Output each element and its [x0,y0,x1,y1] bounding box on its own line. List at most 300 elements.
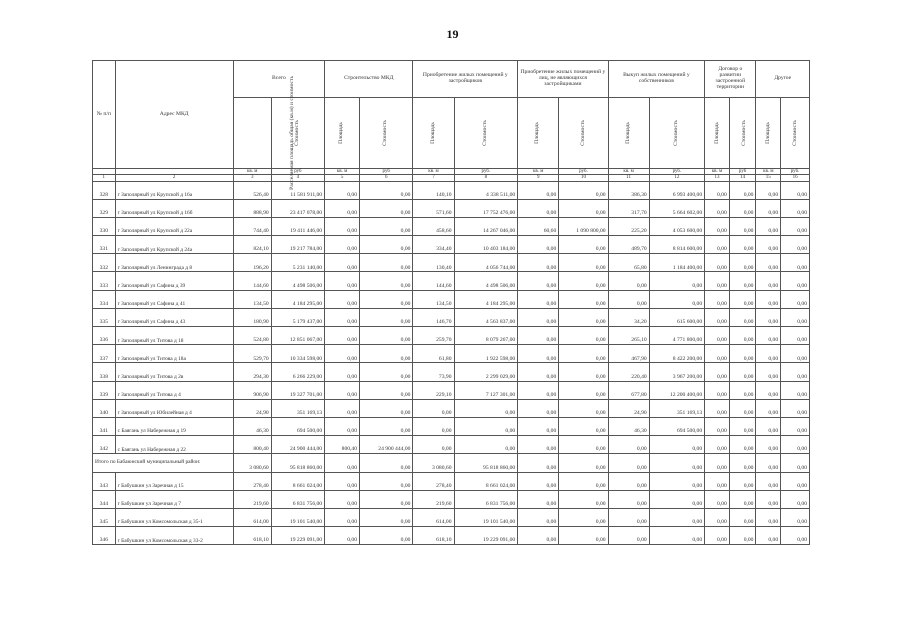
row-address: г Заполярный ул Ленинграда д 8 [115,254,233,272]
unit-cell: кв. м [756,169,781,175]
value-cell: 278,40 [413,472,454,490]
group-header-construction: Строительство МКД [325,61,413,98]
value-cell: 46,30 [233,417,271,435]
subheader-label: Стоимость [579,120,586,146]
value-cell: 0,00 [729,363,756,381]
value-cell: 0,00 [454,436,518,454]
row-number: 346 [93,527,116,545]
value-cell: 19 217 784,00 [271,236,324,254]
value-cell: 0,00 [325,417,360,435]
value-cell: 351 169,13 [271,399,324,417]
group-header-purchase-developers: Приобретение жилых помещений у застройщиков [413,61,518,98]
value-cell: 0,00 [729,417,756,435]
row-address: г Заполярный ул Титова д 18а [115,345,233,363]
row-number: 336 [93,327,116,345]
value-cell: 19 229 091,00 [271,527,324,545]
value-cell: 0,00 [518,381,559,399]
value-cell: 0,00 [649,472,704,490]
row-number: 334 [93,290,116,308]
value-cell: 0,00 [559,363,608,381]
value-cell: 0,00 [649,436,704,454]
unit-cell: руб [360,169,413,175]
value-cell: 0,00 [705,417,730,435]
value-cell: 618,10 [233,527,271,545]
value-cell: 265,10 [608,327,649,345]
value-cell: 0,00 [781,363,810,381]
value-cell: 0,00 [413,436,454,454]
value-cell: 24,90 [233,399,271,417]
value-cell: 24,90 [608,399,649,417]
value-cell: 524,80 [233,327,271,345]
value-cell: 0,00 [360,490,413,508]
value-cell: 0,00 [518,472,559,490]
value-cell: 614,00 [413,508,454,526]
value-cell: 0,00 [559,436,608,454]
value-cell: 0,00 [756,345,781,363]
value-cell: 0,00 [559,454,608,472]
group-header-total: Всего [233,61,324,98]
subheader-col-8 [454,98,518,169]
value-cell: 0,00 [729,527,756,545]
value-cell: 0,00 [559,236,608,254]
subheader-label: Стоимость [293,120,300,146]
value-cell: 0,00 [360,272,413,290]
table-row [93,199,810,217]
value-cell: 8 814 600,00 [649,236,704,254]
value-cell: 0,00 [518,454,559,472]
value-cell: 888,90 [233,199,271,217]
subheader-label: Площадь [714,122,721,144]
value-cell: 278,40 [233,472,271,490]
unit-cell: кв. м [518,169,559,175]
value-cell: 0,00 [608,272,649,290]
value-cell: 134,50 [413,290,454,308]
value-cell: 0,00 [559,527,608,545]
subheader-col-10 [559,98,608,169]
row-number: 342 [93,436,116,454]
value-cell: 0,00 [705,508,730,526]
column-number: 11 [608,175,649,181]
value-cell: 0,00 [781,290,810,308]
value-cell: 0,00 [360,399,413,417]
value-cell: 95 818 860,00 [454,454,518,472]
value-cell: 4 184 295,00 [271,290,324,308]
value-cell: 0,00 [325,290,360,308]
row-number: 343 [93,472,116,490]
value-cell: 824,10 [233,236,271,254]
value-cell: 46,30 [608,417,649,435]
value-cell: 0,00 [559,327,608,345]
value-cell: 1 090 800,00 [559,217,608,235]
row-address: г Заполярный ул Крупской д 16б [115,199,233,217]
value-cell: 0,00 [729,254,756,272]
value-cell: 24 900 444,00 [271,436,324,454]
row-number: 331 [93,236,116,254]
value-cell: 0,00 [608,290,649,308]
table-row [93,236,810,254]
value-cell: 8 422 200,00 [649,345,704,363]
value-cell: 219,60 [413,490,454,508]
column-number: 12 [649,175,704,181]
column-number: 16 [781,175,810,181]
value-cell: 0,00 [413,399,454,417]
value-cell: 0,00 [325,254,360,272]
value-cell: 0,00 [559,199,608,217]
value-cell: 0,00 [705,381,730,399]
value-cell: 0,00 [705,217,730,235]
row-number: 337 [93,345,116,363]
value-cell: 0,00 [756,236,781,254]
unit-cell: кв. м [608,169,649,175]
value-cell: 8 661 024,00 [271,472,324,490]
value-cell: 0,00 [518,327,559,345]
value-cell: 144,60 [233,272,271,290]
value-cell: 0,00 [705,490,730,508]
unit-cell: руб [729,169,756,175]
value-cell: 0,00 [360,290,413,308]
value-cell: 19 101 540,00 [271,508,324,526]
subheader-col-15 [756,98,781,169]
value-cell: 0,00 [756,272,781,290]
column-number: 6 [360,175,413,181]
subheader-col-6 [360,98,413,169]
value-cell: 0,00 [729,472,756,490]
value-cell: 0,00 [705,363,730,381]
value-cell: 0,00 [756,290,781,308]
table-row [93,472,810,490]
value-cell: 0,00 [518,254,559,272]
value-cell: 386,30 [608,181,649,199]
value-cell: 0,00 [705,327,730,345]
value-cell: 294,30 [233,363,271,381]
value-cell: 0,00 [360,327,413,345]
value-cell: 489,70 [608,236,649,254]
value-cell: 229,10 [413,381,454,399]
value-cell: 0,00 [325,236,360,254]
row-address: г Бабушкин ул Комсомольская д 35-1 [115,508,233,526]
value-cell: 0,00 [756,199,781,217]
value-cell: 0,00 [756,490,781,508]
subheader-label: Стоимость [382,120,389,146]
value-cell: 0,00 [360,181,413,199]
value-cell: 17 752 476,00 [454,199,518,217]
subheader-label: Площадь [624,122,631,144]
value-cell: 12 200 400,00 [649,381,704,399]
value-cell: 144,60 [413,272,454,290]
subheader-col-7 [413,98,454,169]
value-cell: 0,00 [756,417,781,435]
row-number: 338 [93,363,116,381]
value-cell: 0,00 [756,217,781,235]
value-cell: 0,00 [325,272,360,290]
unit-cell: кв. м [413,169,454,175]
column-number: 8 [454,175,518,181]
value-cell: 0,00 [325,490,360,508]
value-cell: 0,00 [781,272,810,290]
value-cell: 196,20 [233,254,271,272]
value-cell: 4 563 837,00 [454,308,518,326]
subheader-label: Стоимость [672,120,679,146]
value-cell: 0,00 [729,399,756,417]
value-cell: 0,00 [360,454,413,472]
group-header-purchase-non-developers: Приобретение жилых помещений у лиц, не являющихся застройщиками [518,61,608,98]
value-cell: 6 993 400,00 [649,181,704,199]
group-header-other: Другое [756,61,810,98]
column-number: 1 [93,175,116,181]
table-total-row [93,454,810,472]
row-address: г Заполярный ул Сафина д 39 [115,272,233,290]
value-cell: 0,00 [705,199,730,217]
value-cell: 694 500,00 [271,417,324,435]
value-cell: 0,00 [705,472,730,490]
table-row [93,181,810,199]
value-cell: 0,00 [559,399,608,417]
table-row [93,436,810,454]
value-cell: 0,00 [360,363,413,381]
unit-cell: кв. м [233,169,271,175]
value-cell: 0,00 [781,508,810,526]
row-address: г Заполярный ул Титова д 4 [115,381,233,399]
value-cell: 0,00 [705,272,730,290]
column-number: 9 [518,175,559,181]
value-cell: 11 581 911,00 [271,181,324,199]
value-cell: 0,00 [781,345,810,363]
value-cell: 4 056 744,00 [454,254,518,272]
row-address: г Заполярный ул Сафина д 43 [115,308,233,326]
value-cell: 334,40 [413,236,454,254]
value-cell: 5 664 602,00 [649,199,704,217]
value-cell: 4 498 506,00 [454,272,518,290]
value-cell: 4 338 511,00 [454,181,518,199]
value-cell: 220,40 [608,363,649,381]
value-cell: 0,00 [360,508,413,526]
header-idx: № п/п [93,61,116,169]
value-cell: 0,00 [729,272,756,290]
value-cell: 0,00 [756,327,781,345]
value-cell: 0,00 [360,217,413,235]
table-row [93,327,810,345]
value-cell: 0,00 [559,508,608,526]
value-cell: 694 500,00 [649,417,704,435]
value-cell: 0,00 [325,308,360,326]
table-row [93,290,810,308]
value-cell: 5 231 140,00 [271,254,324,272]
value-cell: 0,00 [705,181,730,199]
value-cell: 0,00 [756,454,781,472]
value-cell: 0,00 [729,181,756,199]
value-cell: 0,00 [518,199,559,217]
value-cell: 0,00 [559,272,608,290]
value-cell: 0,00 [518,181,559,199]
table-row [93,508,810,526]
value-cell: 614,00 [233,508,271,526]
header-address: Адрес МКД [115,61,233,169]
value-cell: 0,00 [781,217,810,235]
column-number: 15 [756,175,781,181]
value-cell: 0,00 [756,508,781,526]
value-cell: 317,70 [608,199,649,217]
value-cell: 2 299 029,00 [454,363,518,381]
value-cell: 0,00 [454,399,518,417]
value-cell: 0,00 [559,308,608,326]
value-cell: 0,00 [559,472,608,490]
value-cell: 0,00 [608,472,649,490]
value-cell: 0,00 [705,345,730,363]
value-cell: 19 411 446,00 [271,217,324,235]
row-number: 328 [93,181,116,199]
value-cell: 0,00 [756,527,781,545]
subheader-label: Стоимость [740,120,747,146]
table-row [93,254,810,272]
value-cell: 0,00 [729,490,756,508]
row-number: 332 [93,254,116,272]
value-cell: 0,00 [608,527,649,545]
table-row [93,308,810,326]
total-label: Итого по Бабаюнский муниципальный район: [93,454,234,472]
row-address: г Заполярный ул Сафина д 41 [115,290,233,308]
value-cell: 0,00 [729,327,756,345]
value-cell: 0,00 [325,399,360,417]
subheader-col-9 [518,98,559,169]
value-cell: 0,00 [325,472,360,490]
value-cell: 0,00 [781,254,810,272]
value-cell: 4 771 800,00 [649,327,704,345]
value-cell: 0,00 [518,290,559,308]
value-cell: 140,10 [413,181,454,199]
subheader-col-14 [729,98,756,169]
value-cell: 259,70 [413,327,454,345]
row-number: 339 [93,381,116,399]
row-number: 333 [93,272,116,290]
subheader-col-16 [781,98,810,169]
subheader-label: Площадь [429,122,436,144]
value-cell: 0,00 [649,490,704,508]
column-number: 4 [271,175,324,181]
value-cell: 0,00 [781,181,810,199]
value-cell: 0,00 [518,363,559,381]
value-cell: 467,90 [608,345,649,363]
value-cell: 0,00 [559,181,608,199]
value-cell: 800,40 [233,436,271,454]
row-number: 330 [93,217,116,235]
value-cell: 0,00 [454,417,518,435]
value-cell: 134,50 [233,290,271,308]
value-cell: 0,00 [325,363,360,381]
value-cell: 0,00 [705,399,730,417]
value-cell: 6 831 756,00 [271,490,324,508]
value-cell: 0,00 [729,290,756,308]
row-address: г Заполярный ул Юбилейная д 4 [115,399,233,417]
value-cell: 180,90 [233,308,271,326]
value-cell: 0,00 [559,417,608,435]
row-address: г Заполярный ул Крупской д 22а [115,217,233,235]
subheader-col-11 [608,98,649,169]
value-cell: 7 127 301,00 [454,381,518,399]
value-cell: 0,00 [756,472,781,490]
value-cell: 0,00 [649,454,704,472]
unit-cell: руб. [781,169,810,175]
subheader-col-4 [271,98,324,169]
value-cell: 0,00 [781,399,810,417]
value-cell: 3 080,60 [233,454,271,472]
table-row [93,217,810,235]
row-address: г Бабушкин ул Заречная д 15 [115,472,233,490]
table-row [93,363,810,381]
value-cell: 0,00 [518,308,559,326]
row-address: с Баягань ул Набережная д 22 [115,436,233,454]
row-address: г Заполярный ул Крупской д 24а [115,236,233,254]
row-address: г Заполярный ул Титова д 18 [115,327,233,345]
value-cell: 0,00 [729,436,756,454]
column-number: 7 [413,175,454,181]
value-cell: 0,00 [649,272,704,290]
value-cell: 4 498 506,00 [271,272,324,290]
value-cell: 0,00 [729,508,756,526]
value-cell: 0,00 [325,327,360,345]
column-number: 13 [705,175,730,181]
value-cell: 0,00 [325,199,360,217]
unit-cell: руб. [649,169,704,175]
unit-cell: руб. [559,169,608,175]
value-cell: 61,80 [413,345,454,363]
subheader-label: Стоимость [792,120,799,146]
subheader-label: Площадь [765,122,772,144]
value-cell: 744,40 [233,217,271,235]
row-address: г Бабушкин ул Комсомольская д 33-2 [115,527,233,545]
value-cell: 0,00 [360,308,413,326]
value-cell: 1 184 400,00 [649,254,704,272]
value-cell: 0,00 [325,454,360,472]
value-cell: 0,00 [649,508,704,526]
value-cell: 0,00 [559,254,608,272]
value-cell: 0,00 [608,508,649,526]
value-cell: 0,00 [649,527,704,545]
value-cell: 34,20 [608,308,649,326]
unit-cell: кв. м [325,169,360,175]
value-cell: 8 661 024,00 [454,472,518,490]
table-row [93,490,810,508]
value-cell: 10 334 598,00 [271,345,324,363]
value-cell: 677,80 [608,381,649,399]
unit-cell: руб. [454,169,518,175]
group-header-buyout-owners: Выкуп жилых помещений у собственников [608,61,705,98]
value-cell: 0,00 [360,472,413,490]
value-cell: 0,00 [781,381,810,399]
row-number: 341 [93,417,116,435]
value-cell: 6 831 756,00 [454,490,518,508]
subheader-col-13 [705,98,730,169]
row-address: г Бабушкин ул Заречная д 7 [115,490,233,508]
row-address: г Заполярный ул Крупской д 16а [115,181,233,199]
value-cell: 0,00 [781,308,810,326]
value-cell: 0,00 [518,436,559,454]
value-cell: 3 080,60 [413,454,454,472]
value-cell: 0,00 [608,436,649,454]
value-cell: 0,00 [729,381,756,399]
table-row [93,399,810,417]
value-cell: 0,00 [559,490,608,508]
value-cell: 0,00 [756,181,781,199]
table-row [93,272,810,290]
row-address: г Заполярный ул Титова д 2в [115,363,233,381]
value-cell: 60,60 [518,217,559,235]
value-cell: 0,00 [413,417,454,435]
value-cell: 0,00 [518,345,559,363]
value-cell: 23 417 078,00 [271,199,324,217]
subheader-col-12 [649,98,704,169]
value-cell: 0,00 [360,527,413,545]
column-number: 5 [325,175,360,181]
